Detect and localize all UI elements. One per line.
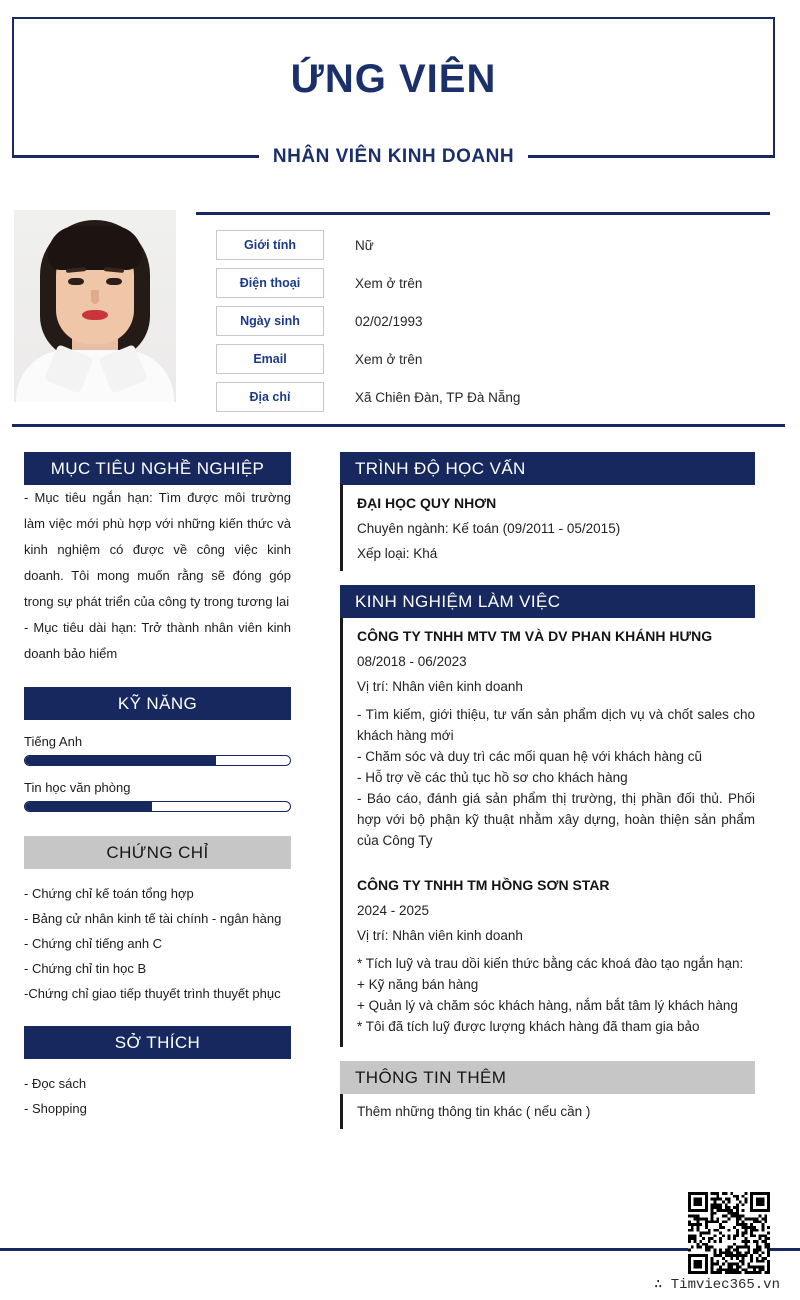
employment-period: 2024 - 2025 bbox=[357, 903, 430, 918]
contact-label: Email bbox=[216, 344, 324, 374]
skill-progress-track bbox=[24, 755, 291, 766]
additional-entry bbox=[340, 1094, 755, 1129]
education-entry bbox=[340, 485, 755, 571]
left-column bbox=[24, 452, 291, 1121]
contact-label: Ngày sinh bbox=[216, 306, 324, 336]
section-header-experience: KINH NGHIỆM LÀM VIỆC bbox=[340, 585, 755, 618]
experience-entry bbox=[340, 618, 755, 861]
list-item: - Chứng chỉ tin học B bbox=[24, 961, 147, 976]
right-column bbox=[340, 452, 755, 1129]
contact-row bbox=[216, 302, 776, 340]
footer-rule-right bbox=[770, 1248, 800, 1251]
education-grade: Xếp loại: Khá bbox=[357, 546, 438, 561]
duty-line: - Chăm sóc và duy trì các mối quan hệ với khách hàng cũ bbox=[357, 749, 703, 764]
list-item: -Chứng chỉ giao tiếp thuyết trình thuyết phục bbox=[24, 986, 281, 1001]
brand-watermark: ∴ Timviec365.vn bbox=[653, 1277, 780, 1293]
subtitle-rule-right bbox=[528, 156, 775, 158]
contact-row bbox=[216, 264, 776, 302]
page-title: ỨNG VIÊN bbox=[290, 57, 497, 101]
duty-line: + Quản lý và chăm sóc khách hàng, nắm bắt tâm lý khách hàng bbox=[357, 998, 738, 1013]
contact-divider-top bbox=[196, 212, 770, 215]
employment-period: 08/2018 - 06/2023 bbox=[357, 654, 467, 669]
contact-value: Xã Chiên Đàn, TP Đà Nẵng bbox=[355, 389, 521, 405]
contact-row bbox=[216, 340, 776, 378]
objective-paragraph-2: - Mục tiêu dài hạn: Trở thành nhân viên kinh doanh bảo hiểm bbox=[24, 620, 291, 661]
contact-label: Địa chỉ bbox=[216, 382, 324, 412]
additional-note: Thêm những thông tin khác ( nếu cần ) bbox=[357, 1104, 591, 1119]
job-duties bbox=[357, 953, 755, 1037]
objective-body bbox=[24, 485, 291, 667]
school-name: ĐẠI HỌC QUY NHƠN bbox=[357, 495, 497, 511]
education-major: Chuyên ngành: Kế toán (09/2011 - 05/2015) bbox=[357, 521, 621, 536]
section-header-education: TRÌNH ĐỘ HỌC VẤN bbox=[340, 452, 755, 485]
contact-row bbox=[216, 378, 776, 416]
footer-rule-left bbox=[0, 1248, 690, 1251]
duty-line: * Tôi đã tích luỹ được lượng khách hàng đã tham gia bảo bbox=[357, 1019, 700, 1034]
section-header-hobbies: SỞ THÍCH bbox=[24, 1026, 291, 1059]
job-duties bbox=[357, 704, 755, 851]
job-subtitle bbox=[12, 146, 775, 168]
contact-value: 02/02/1993 bbox=[355, 313, 423, 329]
experience-entry bbox=[340, 861, 755, 1047]
list-item: - Chứng chỉ kế toán tổng hợp bbox=[24, 886, 194, 901]
skill-item bbox=[24, 780, 291, 812]
list-item: - Bảng cử nhân kinh tế tài chính - ngân hàng bbox=[24, 911, 282, 926]
contact-row bbox=[216, 226, 776, 264]
duty-line: - Hỗ trợ về các thủ tục hồ sơ cho khách hàng bbox=[357, 770, 628, 785]
contact-table bbox=[216, 226, 776, 416]
list-item: - Chứng chỉ tiếng anh C bbox=[24, 936, 163, 951]
duty-line: - Báo cáo, đánh giá sản phẩm thị trường, thị phần đối thủ. Phối hợp với bộ phận kỹ thuật nhằm xây dựng, hoàn thiện sản phẩm của Công Ty bbox=[357, 791, 755, 848]
company-name: CÔNG TY TNHH TM HỒNG SƠN STAR bbox=[357, 877, 610, 893]
contact-label: Điện thoại bbox=[216, 268, 324, 298]
contact-value: Nữ bbox=[355, 237, 374, 253]
duty-line: + Kỹ năng bán hàng bbox=[357, 977, 479, 992]
list-item: - Đọc sách bbox=[24, 1076, 87, 1091]
contact-label: Giới tính bbox=[216, 230, 324, 260]
job-position: Vị trí: Nhân viên kinh doanh bbox=[357, 928, 523, 943]
subtitle-text: NHÂN VIÊN KINH DOANH bbox=[259, 146, 528, 168]
main-divider bbox=[12, 424, 785, 427]
company-name: CÔNG TY TNHH MTV TM VÀ DV PHAN KHÁNH HƯNG bbox=[357, 628, 713, 644]
skill-progress-track bbox=[24, 801, 291, 812]
qr-code bbox=[688, 1192, 770, 1274]
list-item: - Shopping bbox=[24, 1101, 87, 1116]
subtitle-rule-left bbox=[12, 156, 259, 158]
objective-paragraph-1: - Mục tiêu ngắn hạn: Tìm được môi trường làm việc mới phù hợp với những kiến thức và kinh nghiệm có được về công việc kinh doanh. Tôi mong muốn rằng sẽ đóng góp trong sự phát triển của công ty trong tương lai bbox=[24, 490, 291, 609]
hobby-list bbox=[24, 1059, 291, 1121]
section-header-skills: KỸ NĂNG bbox=[24, 687, 291, 720]
skill-item bbox=[24, 734, 291, 766]
section-header-objective: MỤC TIÊU NGHỀ NGHIỆP bbox=[24, 452, 291, 485]
job-position: Vị trí: Nhân viên kinh doanh bbox=[357, 679, 523, 694]
section-header-additional: THÔNG TIN THÊM bbox=[340, 1061, 755, 1094]
skill-label: Tin học văn phòng bbox=[24, 780, 131, 795]
skill-progress-fill bbox=[25, 756, 216, 765]
contact-value: Xem ở trên bbox=[355, 275, 423, 291]
candidate-photo bbox=[14, 210, 176, 402]
duty-line: * Tích luỹ và trau dồi kiến thức bằng các khoá đào tạo ngắn hạn: bbox=[357, 956, 744, 971]
skill-label: Tiếng Anh bbox=[24, 734, 83, 749]
skill-progress-fill bbox=[25, 802, 152, 811]
certificate-list bbox=[24, 869, 291, 1006]
section-header-certificates: CHỨNG CHỈ bbox=[24, 836, 291, 869]
duty-line: - Tìm kiếm, giới thiệu, tư vấn sản phẩm dịch vụ và chốt sales cho khách hàng mới bbox=[357, 707, 755, 743]
contact-value: Xem ở trên bbox=[355, 351, 423, 367]
